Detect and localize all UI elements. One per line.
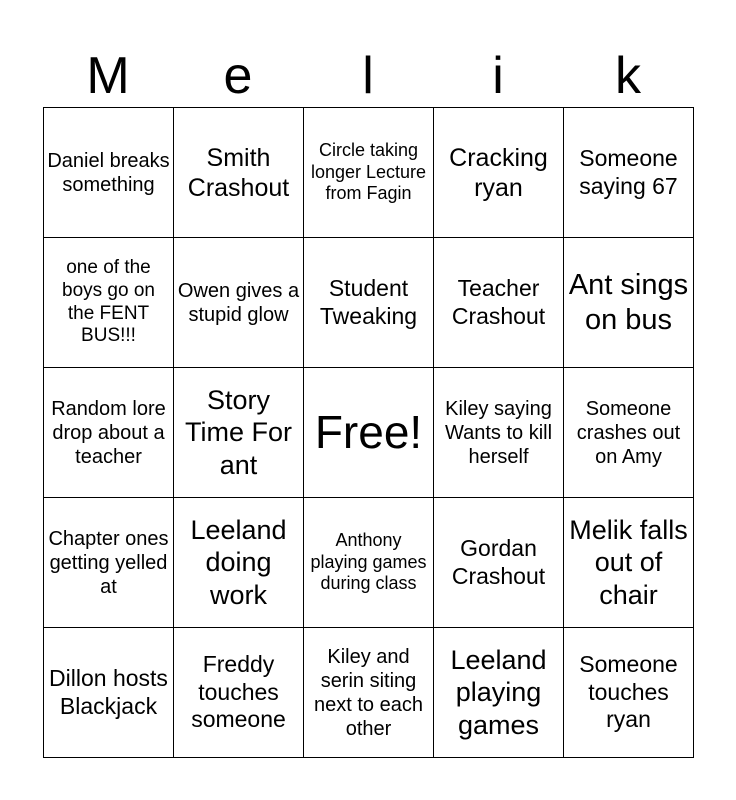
- title-letter-l: l: [362, 47, 374, 105]
- title-letter-i: i: [492, 47, 504, 105]
- bingo-board: [43, 107, 694, 758]
- bingo-title: [43, 44, 693, 108]
- bingo-cell: Someone crashes out on Amy: [564, 368, 694, 498]
- bingo-cell: Story Time For ant: [174, 368, 304, 498]
- bingo-cell: Cracking ryan: [434, 108, 564, 238]
- title-letter-m: M: [86, 47, 130, 105]
- bingo-cell: Someone touches ryan: [564, 628, 694, 758]
- bingo-cell: Circle taking longer Lecture from Fagin: [304, 108, 434, 238]
- board-row: [44, 368, 694, 498]
- bingo-cell: Daniel breaks something: [44, 108, 174, 238]
- bingo-cell: Student Tweaking: [304, 238, 434, 368]
- free-space-cell: Free!: [304, 368, 434, 498]
- bingo-cell: Smith Crashout: [174, 108, 304, 238]
- bingo-cell: Teacher Crashout: [434, 238, 564, 368]
- bingo-cell: Chapter ones getting yelled at: [44, 498, 174, 628]
- bingo-cell: Leeland doing work: [174, 498, 304, 628]
- bingo-cell: Kiley and serin siting next to each other: [304, 628, 434, 758]
- bingo-cell: Gordan Crashout: [434, 498, 564, 628]
- bingo-cell: Dillon hosts Blackjack: [44, 628, 174, 758]
- bingo-cell: Melik falls out of chair: [564, 498, 694, 628]
- bingo-cell: Random lore drop about a teacher: [44, 368, 174, 498]
- board-row: [44, 108, 694, 238]
- board-row: [44, 238, 694, 368]
- bingo-cell: Anthony playing games during class: [304, 498, 434, 628]
- bingo-cell: one of the boys go on the FENT BUS!!!: [44, 238, 174, 368]
- bingo-cell: Ant sings on bus: [564, 238, 694, 368]
- bingo-cell: Kiley saying Wants to kill herself: [434, 368, 564, 498]
- board-row: [44, 628, 694, 758]
- bingo-cell: Freddy touches someone: [174, 628, 304, 758]
- bingo-cell: Leeland playing games: [434, 628, 564, 758]
- bingo-cell: Someone saying 67: [564, 108, 694, 238]
- title-letter-k: k: [615, 47, 641, 105]
- bingo-cell: Owen gives a stupid glow: [174, 238, 304, 368]
- board-row: [44, 498, 694, 628]
- title-letter-e: e: [223, 47, 253, 105]
